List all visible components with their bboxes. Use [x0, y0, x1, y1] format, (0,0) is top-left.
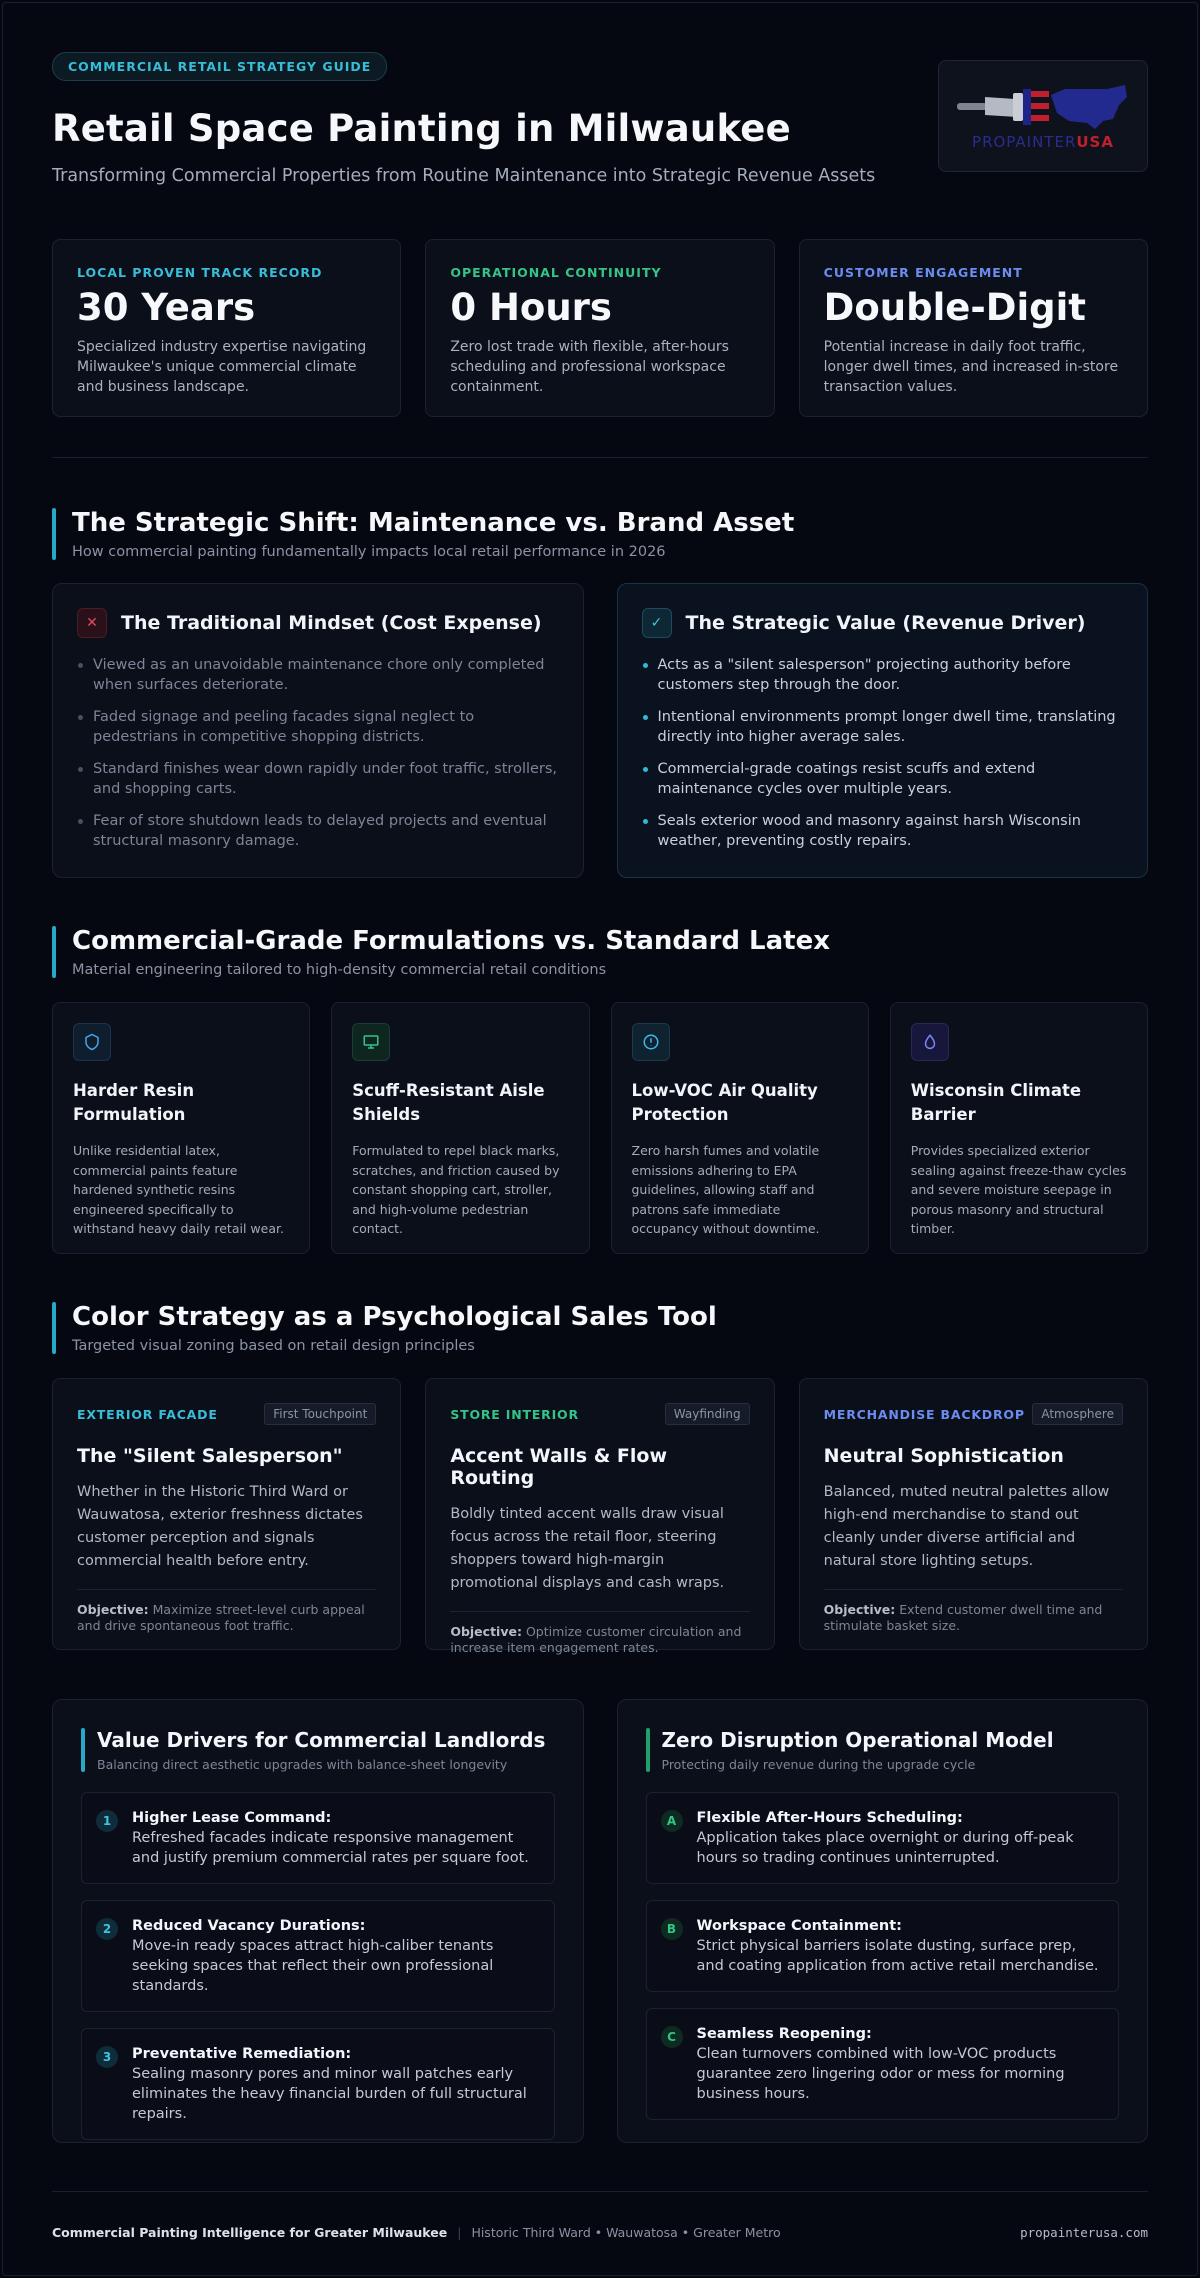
- monitor-icon: [352, 1023, 390, 1061]
- panel-heading: [81, 1728, 555, 1772]
- paintbrush-usa-map-logo-icon: [957, 83, 1131, 131]
- page-subtitle: Transforming Commercial Properties from Routine Maintenance into Strategic Revenue Assets: [52, 166, 876, 186]
- bottom-panels: [52, 1699, 1148, 2143]
- guide-badge: COMMERCIAL RETAIL STRATEGY GUIDE: [52, 52, 387, 81]
- feature-title: Scuff-Resistant Aisle Shields: [352, 1081, 545, 1124]
- panel-subtitle: Balancing direct aesthetic upgrades with balance-sheet longevity: [97, 1757, 508, 1772]
- item-title: Preventative Remediation:: [132, 2046, 352, 2062]
- stat-value: 30 Years: [77, 286, 256, 329]
- stat-description: Potential increase in daily foot traffic, longer dwell times, and increased in-store transaction values.: [823, 339, 1119, 395]
- item-text: Move-in ready spaces attract high-caliber tenants seeking spaces that reflect their own professional standards.: [132, 1938, 494, 1994]
- section-title: Color Strategy as a Psychological Sales Tool: [72, 1302, 717, 1332]
- panel-title: Zero Disruption Operational Model: [661, 1728, 1054, 1752]
- zone-title: The "Silent Salesperson": [77, 1445, 343, 1467]
- landlord-items: [81, 1792, 555, 2140]
- page-footer: [52, 2225, 1148, 2240]
- page-header: [52, 52, 1148, 186]
- feature-card-resin: [52, 1002, 310, 1254]
- footer-info: [52, 2225, 781, 2240]
- item-letter: B: [661, 1918, 683, 1940]
- feature-description: Unlike residential latex, commercial paints feature hardened synthetic resins engineered specifically to withstand heavy daily retail wear.: [73, 1143, 284, 1236]
- section-subtitle: How commercial painting fundamentally impacts local retail performance in 2026: [72, 544, 666, 560]
- item-text: Application takes place overnight or during off-peak hours so trading continues uninterrupted.: [696, 1830, 1074, 1866]
- comparison-row: [52, 583, 1148, 878]
- x-icon: ✕: [77, 608, 107, 638]
- card-title: The Strategic Value (Revenue Driver): [685, 612, 1086, 634]
- feature-title: Wisconsin Climate Barrier: [910, 1081, 1082, 1124]
- item-number: 1: [96, 1810, 118, 1832]
- strategic-value-card: [617, 583, 1149, 878]
- list-item: Seals exterior wood and masonry against harsh Wisconsin weather, preventing costly repairs.: [642, 811, 1124, 851]
- operations-panel: [617, 1699, 1149, 2143]
- color-card-interior: [425, 1378, 774, 1655]
- footer-divider: [52, 2191, 1148, 2192]
- color-strategy-row: [52, 1378, 1148, 1655]
- zone-label: STORE INTERIOR: [450, 1406, 579, 1422]
- item-text: Sealing masonry pores and minor wall patches early eliminates the heavy financial burden of full structural repairs.: [132, 2066, 527, 2122]
- zone-label: MERCHANDISE BACKDROP: [823, 1406, 1025, 1422]
- item-text: Refreshed facades indicate responsive management and justify premium commercial rates per square foot.: [132, 1830, 529, 1866]
- zone-title: Neutral Sophistication: [823, 1445, 1064, 1467]
- stat-value: Double-Digit: [823, 286, 1086, 329]
- landlords-panel: [52, 1699, 584, 2143]
- item-title: Higher Lease Command:: [132, 1810, 332, 1826]
- stat-description: Specialized industry expertise navigating Milwaukee's unique commercial climate and business landscape.: [77, 339, 367, 395]
- item-title: Workspace Containment:: [696, 1918, 902, 1934]
- check-icon: ✓: [642, 608, 672, 638]
- stat-card-continuity: [425, 239, 774, 417]
- feature-card-scuff: [331, 1002, 589, 1254]
- stat-value: 0 Hours: [450, 286, 612, 329]
- item-title: Reduced Vacancy Durations:: [132, 1918, 366, 1934]
- list-item: Viewed as an unavoidable maintenance chore only completed when surfaces deteriorate.: [77, 655, 559, 695]
- footer-url-link[interactable]: propainterusa.com: [1020, 2225, 1148, 2240]
- section-subtitle: Material engineering tailored to high-density commercial retail conditions: [72, 962, 607, 978]
- logo-wordmark: PROPAINTERUSA: [972, 133, 1114, 151]
- list-item: [646, 1792, 1120, 1884]
- list-item: [81, 1900, 555, 2012]
- zone-description: Whether in the Historic Third Ward or Wauwatosa, exterior freshness dictates customer perception and signals commercial health before entry.: [77, 1484, 363, 1569]
- item-title: Flexible After-Hours Scheduling:: [696, 1810, 963, 1826]
- item-number: 2: [96, 1918, 118, 1940]
- stat-card-track-record: [52, 239, 401, 417]
- zone-tag: Wayfinding: [665, 1403, 750, 1425]
- list-item: Fear of store shutdown leads to delayed projects and eventual structural masonry damage.: [77, 811, 559, 851]
- panel-title: Value Drivers for Commercial Landlords: [97, 1728, 546, 1752]
- stat-label: LOCAL PROVEN TRACK RECORD: [77, 265, 323, 280]
- card-title: The Traditional Mindset (Cost Expense): [121, 612, 542, 634]
- list-item: [81, 2028, 555, 2140]
- strategic-list: [642, 655, 1124, 851]
- panel-heading: [646, 1728, 1120, 1772]
- feature-description: Formulated to repel black marks, scratches, and friction caused by constant shopping cart, stroller, and high-volume pedestrian contact.: [352, 1143, 560, 1236]
- stat-label: OPERATIONAL CONTINUITY: [450, 265, 662, 280]
- list-item: Acts as a "silent salesperson" projecting authority before customers step through the door.: [642, 655, 1124, 695]
- section-divider: [52, 457, 1148, 458]
- item-letter: C: [661, 2026, 683, 2048]
- item-text: Strict physical barriers isolate dusting, surface prep, and coating application from active retail merchandise.: [696, 1938, 1099, 1974]
- brand-logo[interactable]: [938, 60, 1148, 172]
- zone-objective: Objective: Extend customer dwell time and stimulate basket size.: [824, 1589, 1123, 1634]
- footer-separator: |: [457, 2225, 462, 2240]
- feature-card-low-voc: [611, 1002, 869, 1254]
- item-letter: A: [661, 1810, 683, 1832]
- list-item: [646, 1900, 1120, 1992]
- list-item: Intentional environments prompt longer dwell time, translating directly into higher average sales.: [642, 707, 1124, 747]
- list-item: Faded signage and peeling facades signal neglect to pedestrians in competitive shopping districts.: [77, 707, 559, 747]
- traditional-list: [77, 655, 559, 851]
- operation-items: [646, 1792, 1120, 2120]
- list-item: Commercial-grade coatings resist scuffs and extend maintenance cycles over multiple years.: [642, 759, 1124, 799]
- shield-icon: [73, 1023, 111, 1061]
- item-number: 3: [96, 2046, 118, 2068]
- zone-tag: First Touchpoint: [264, 1403, 376, 1425]
- list-item: [81, 1792, 555, 1884]
- feature-description: Provides specialized exterior sealing against freeze-thaw cycles and severe moisture seepage in porous masonry and structural timber.: [910, 1143, 1127, 1236]
- footer-brand: Commercial Painting Intelligence for Greater Milwaukee: [52, 2225, 448, 2240]
- color-card-merchandise: [799, 1378, 1148, 1650]
- item-title: Seamless Reopening:: [696, 2026, 872, 2042]
- stat-description: Zero lost trade with flexible, after-hours scheduling and professional workspace containment.: [450, 339, 729, 395]
- feature-card-climate: [890, 1002, 1148, 1254]
- stat-card-engagement: [799, 239, 1148, 417]
- section-heading-color: [52, 1302, 1148, 1354]
- list-item: Standard finishes wear down rapidly under foot traffic, strollers, and shopping carts.: [77, 759, 559, 799]
- page-content: [52, 52, 1148, 2240]
- zone-description: Balanced, muted neutral palettes allow high-end merchandise to stand out cleanly under diverse artificial and natural store lighting setups.: [823, 1484, 1110, 1569]
- feature-title: Low-VOC Air Quality Protection: [631, 1081, 818, 1124]
- page-title: Retail Space Painting in Milwaukee: [52, 107, 791, 150]
- traditional-mindset-card: [52, 583, 584, 878]
- footer-locations: Historic Third Ward • Wauwatosa • Greater Metro: [471, 2225, 781, 2240]
- zone-label: EXTERIOR FACADE: [77, 1406, 218, 1422]
- section-title: Commercial-Grade Formulations vs. Standard Latex: [72, 926, 830, 956]
- section-title: The Strategic Shift: Maintenance vs. Brand Asset: [72, 508, 795, 538]
- zone-tag: Atmosphere: [1032, 1403, 1123, 1425]
- feature-description: Zero harsh fumes and volatile emissions adhering to EPA guidelines, allowing staff and patrons safe immediate occupancy without downtime.: [631, 1143, 820, 1236]
- zone-title: Accent Walls & Flow Routing: [450, 1445, 668, 1489]
- section-heading-shift: [52, 508, 1148, 560]
- droplet-icon: [911, 1023, 949, 1061]
- stat-label: CUSTOMER ENGAGEMENT: [823, 265, 1023, 280]
- section-heading-formulations: [52, 926, 1148, 978]
- zone-description: Boldly tinted accent walls draw visual focus across the retail floor, steering shoppers toward high-margin promotional displays and cash wraps.: [450, 1506, 725, 1591]
- feature-title: Harder Resin Formulation: [73, 1081, 195, 1124]
- color-card-exterior: [52, 1378, 401, 1650]
- panel-subtitle: Protecting daily revenue during the upgrade cycle: [661, 1757, 976, 1772]
- alert-circle-icon: [632, 1023, 670, 1061]
- stats-row: [52, 239, 1148, 417]
- zone-objective: Objective: Optimize customer circulation and increase item engagement rates.: [450, 1611, 749, 1656]
- section-subtitle: Targeted visual zoning based on retail design principles: [72, 1338, 475, 1354]
- zone-objective: Objective: Maximize street-level curb appeal and drive spontaneous foot traffic.: [77, 1589, 376, 1634]
- item-text: Clean turnovers combined with low-VOC products guarantee zero lingering odor or mess for morning business hours.: [696, 2046, 1065, 2102]
- features-row: [52, 1002, 1148, 1254]
- list-item: [646, 2008, 1120, 2120]
